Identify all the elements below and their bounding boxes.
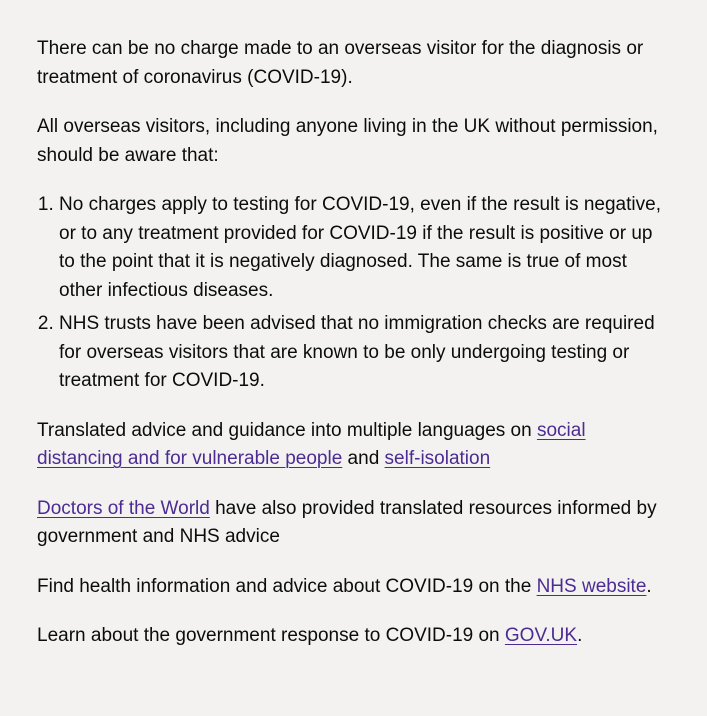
self-isolation-link[interactable]: self-isolation: [384, 448, 491, 469]
list-item: 1. No charges apply to testing for COVID-19, even if the result is negative, or to any treatment provided for COVID-19 if the result is positive or up to the point that it is negatively diagnosed. The same is true of most other infectious diseases.: [59, 191, 671, 305]
doctors-of-the-world-link[interactable]: Doctors of the World: [37, 497, 210, 519]
govuk-suffix: .: [577, 625, 583, 646]
charge-paragraph: There can be no charge made to an overseas visitor for the diagnosis or treatment of coronavirus (COVID-19).: [37, 38, 644, 88]
doctors-suffix: have also provided translated resources informed by government and NHS advice: [37, 497, 657, 547]
nhs-paragraph: [37, 573, 671, 602]
aware-paragraph: All overseas visitors, including anyone living in the UK without permission, should be aware that:: [37, 116, 658, 166]
list-item: 2. NHS trusts have been advised that no immigration checks are required for overseas visitors that are known to be only undergoing testing or treatment for COVID-19.: [59, 310, 671, 396]
points-list: [37, 191, 671, 396]
translated-prefix: Translated advice and guidance into multiple languages on: [37, 419, 537, 441]
nhs-prefix: Find health information and advice about COVID-19 on the: [37, 575, 537, 597]
translated-advice-paragraph: [37, 417, 671, 474]
nhs-suffix: .: [646, 575, 652, 597]
doctors-paragraph: [37, 495, 671, 552]
govuk-link[interactable]: GOV.UK: [504, 625, 578, 646]
nhs-website-link[interactable]: NHS website: [536, 575, 647, 597]
social-distancing-link[interactable]: social distancing and for vulnerable people: [37, 419, 586, 469]
govuk-prefix: Learn about the government response to COVID-19 on: [37, 625, 505, 646]
translated-middle: and: [342, 448, 385, 469]
govuk-paragraph: [37, 622, 671, 651]
